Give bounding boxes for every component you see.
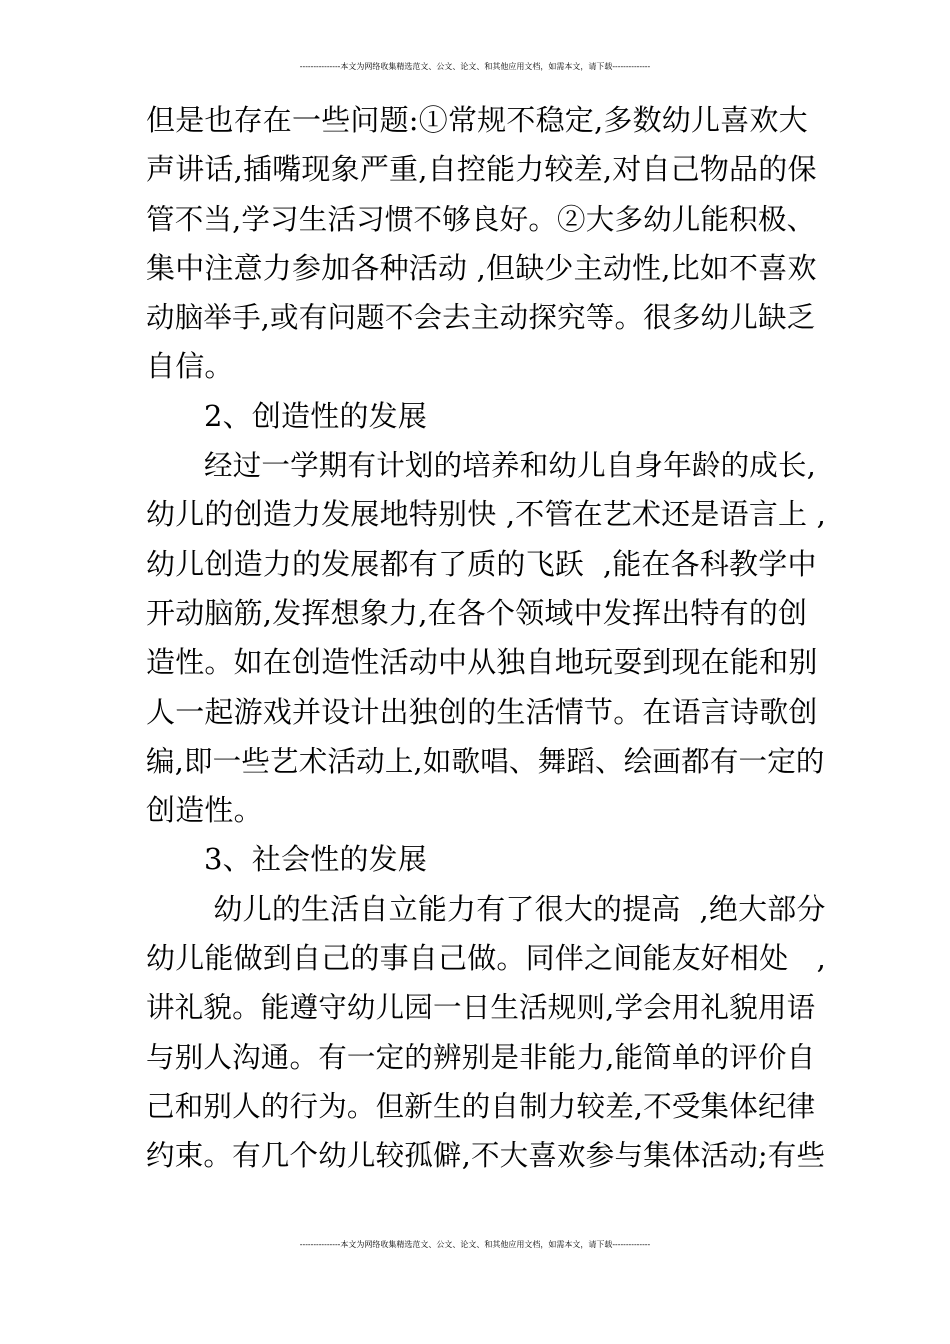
text-line: 声讲话,插嘴现象严重,自控能力较差,对自己物品的保 (146, 152, 817, 187)
text-line: 编,即一些艺术活动上,如歌唱、舞蹈、绘画都有一定的 (146, 744, 825, 778)
text-line: 与别人沟通。有一定的辨别是非能力,能简单的评价自 (146, 1040, 816, 1074)
text-line: 开动脑筋,发挥想象力,在各个领域中发挥出特有的创 (146, 595, 808, 630)
text-line: 讲礼貌。能遵守幼儿园一日生活规则,学会用礼貌用语 (146, 991, 816, 1025)
text-line: 幼儿的生活自立能力有了很大的提高 ,绝大部分 (204, 891, 826, 926)
text-line: 约束。有几个幼儿较孤僻,不大喜欢参与集体活动;有些 (146, 1139, 826, 1173)
text-line: 人一起游戏并设计出独创的生活情节。在语言诗歌创 (146, 694, 818, 729)
text-line: 经过一学期有计划的培养和幼儿自身年龄的成长, (204, 449, 816, 483)
text-line: 造性。如在创造性活动中从独自地玩耍到现在能和别 (146, 645, 818, 680)
section-heading-creativity: 2、创造性的发展 (204, 398, 428, 433)
text-line: 创造性。 (146, 793, 263, 828)
header-banner: ---------------本文为网络收集精选范文、公文、论文、和其他应用文档，如需本文，请下载-------------- (299, 62, 651, 71)
text-line: 幼儿的创造力发展地特别快 ,不管在艺术还是语言上 , (146, 497, 827, 532)
text-line: 但是也存在一些问题:①常规不稳定,多数幼儿喜欢大 (146, 103, 808, 137)
text-line: 集中注意力参加各种活动 ,但缺少主动性,比如不喜欢 (146, 250, 817, 285)
document-body (146, 96, 826, 1181)
footer-banner: ---------------本文为网络收集精选范文、公文、论文、和其他应用文档，如需本文，请下载-------------- (299, 1240, 651, 1249)
text-line: 自信。 (146, 349, 234, 384)
section-heading-social: 3、社会性的发展 (204, 842, 428, 877)
text-line: 动脑举手,或有问题不会去主动探究等。很多幼儿缺乏 (146, 301, 816, 335)
text-line: 管不当,学习生活习惯不够良好。②大多幼儿能积极、 (146, 202, 816, 236)
text-line: 己和别人的行为。但新生的自制力较差,不受集体纪律 (146, 1089, 816, 1123)
text-line: 幼儿能做到自己的事自己做。同伴之间能友好相处 , (146, 941, 827, 976)
text-line: 幼儿创造力的发展都有了质的飞跃 ,能在各科教学中 (146, 546, 817, 581)
